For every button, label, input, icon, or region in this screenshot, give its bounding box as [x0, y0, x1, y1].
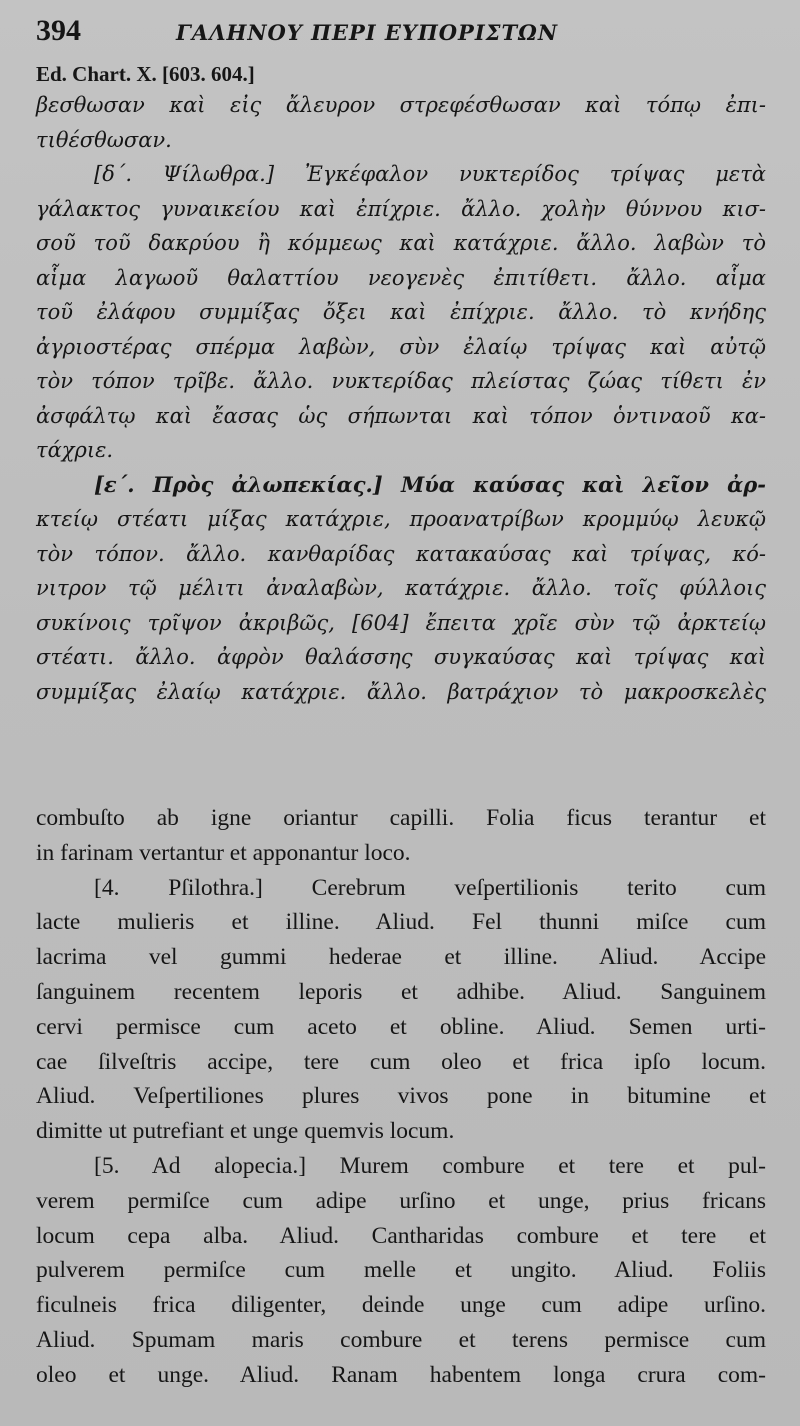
latin-line: ſanguinem recentem leporis et adhibe. Aliud. Sanguinem	[36, 978, 766, 1005]
latin-line: combuſto ab igne oriantur capilli. Folia ficus terantur et	[36, 805, 766, 831]
greek-text-block	[36, 88, 766, 709]
greek-line: συκίνοις τρῖψον ἀκριβῶς, [604] ἔπειτα χρῖε σὺν τῷ ἀρκτείῳ	[36, 610, 766, 635]
latin-line: lacrima vel gummi hederae et illine. Aliud. Accipe	[36, 944, 766, 971]
latin-line: Aliud. Veſpertiliones plures vivos pone in bitumine et	[36, 1083, 766, 1110]
greek-line: ἀσφάλτῳ καὶ ἔασας ὡς σήπωνται καὶ τόπον ὁντιναοῦ κα-	[36, 403, 766, 428]
latin-line: cervi permisce cum aceto et obline. Aliud. Semen urti-	[36, 1013, 766, 1040]
greek-line: γάλακτος γυναικείου καὶ ἐπίχριε. ἄλλο. χολὴν θύννου κισ-	[36, 196, 766, 221]
latin-line: cae ſilveſtris accipe, tere cum oleo et frica ipſo locum.	[36, 1048, 766, 1075]
greek-section-heading-line: [ε΄. Πρὸς ἀλωπεκίας.] Μύα καύσας καὶ λεῖον ἀρ-	[94, 471, 766, 497]
latin-line: pulverem permiſce cum melle et ungito. Aliud. Foliis	[36, 1257, 766, 1284]
running-head	[36, 14, 766, 60]
edition-reference: Ed. Chart. X. [603. 604.]	[36, 62, 255, 86]
greek-line: τάχριε.	[36, 438, 114, 462]
latin-line: oleo et unge. Aliud. Ranam habentem longa crura com-	[36, 1361, 766, 1388]
latin-text-block	[36, 801, 766, 1393]
greek-line: συμμίξας ἐλαίῳ κατάχριε. ἄλλο. βατράχιον τὸ μακροσκελὲς	[36, 679, 766, 704]
greek-line: τὸν τόπον τρῖβε. ἄλλο. νυκτερίδας πλείστας ζώας τίθετι ἐν	[36, 369, 766, 393]
section-gap	[36, 709, 766, 801]
greek-line: τοῦ ἐλάφου συμμίξας ὄξει καὶ ἐπίχριε. ἄλλο. τὸ κνήδης	[36, 300, 766, 324]
latin-section-heading-line: [4. Pſilothra.] Cerebrum veſpertilionis terito cum	[94, 874, 766, 901]
greek-line: βεσθωσαν καὶ εἰς ἄλευρον στρεφέσθωσαν καὶ τόπῳ ἐπι-	[36, 93, 766, 117]
greek-line: τιθέσθωσαν.	[36, 127, 172, 152]
greek-section-heading-line: [δ΄. Ψίλωθρα.] Ἐγκέφαλον νυκτερίδος τρίψας μετὰ	[94, 162, 766, 186]
latin-line: ficulneis frica diligenter, deinde unge cum adipe urſino.	[36, 1292, 766, 1319]
greek-line: νιτρον τῷ μέλιτι ἀναλαβὼν, κατάχριε. ἄλλο. τοῖς φύλλοις	[36, 576, 766, 600]
greek-line: κτείῳ στέατι μίξας κατάχριε, προανατρίβων κρομμύῳ λευκῷ	[36, 507, 766, 531]
latin-line: locum cepa alba. Aliud. Cantharidas combure et tere et	[36, 1222, 766, 1249]
latin-line: in farinam vertantur et apponantur loco.	[36, 839, 411, 866]
greek-line: τὸν τόπον. ἄλλο. κανθαρίδας κατακαύσας καὶ τρίψας, κό-	[36, 541, 766, 566]
greek-line: στέατι. ἄλλο. ἀφρὸν θαλάσσης συγκαύσας καὶ τρίψας καὶ	[36, 645, 766, 669]
greek-line: ἀγριοστέρας σπέρμα λαβὼν, σὺν ἐλαίῳ τρίψας καὶ αὐτῷ	[36, 334, 766, 359]
page-number: 394	[36, 14, 81, 47]
latin-section-heading-line: [5. Ad alopecia.] Murem combure et tere et pul-	[94, 1152, 766, 1179]
greek-line: αἷμα λαγωοῦ θαλαττίου νεογενὲς ἐπιτίθετι. ἄλλο. αἷμα	[36, 265, 766, 290]
latin-line: dimitte ut putrefiant et unge quemvis locum.	[36, 1118, 455, 1145]
latin-line: Aliud. Spumam maris combure et terens permisce cum	[36, 1326, 766, 1353]
latin-line: lacte mulieris et illine. Aliud. Fel thunni miſce cum	[36, 909, 766, 936]
running-title: ΓΑΛΗΝΟΥ ΠΕΡΙ ΕΥΠΟΡΙΣΤΩΝ	[176, 20, 559, 45]
greek-line: σοῦ τοῦ δακρύου ἢ κόμμεως καὶ κατάχριε. ἄλλο. λαβὼν τὸ	[36, 231, 766, 255]
latin-line: verem permiſce cum adipe urſino et unge, prius fricans	[36, 1187, 766, 1214]
